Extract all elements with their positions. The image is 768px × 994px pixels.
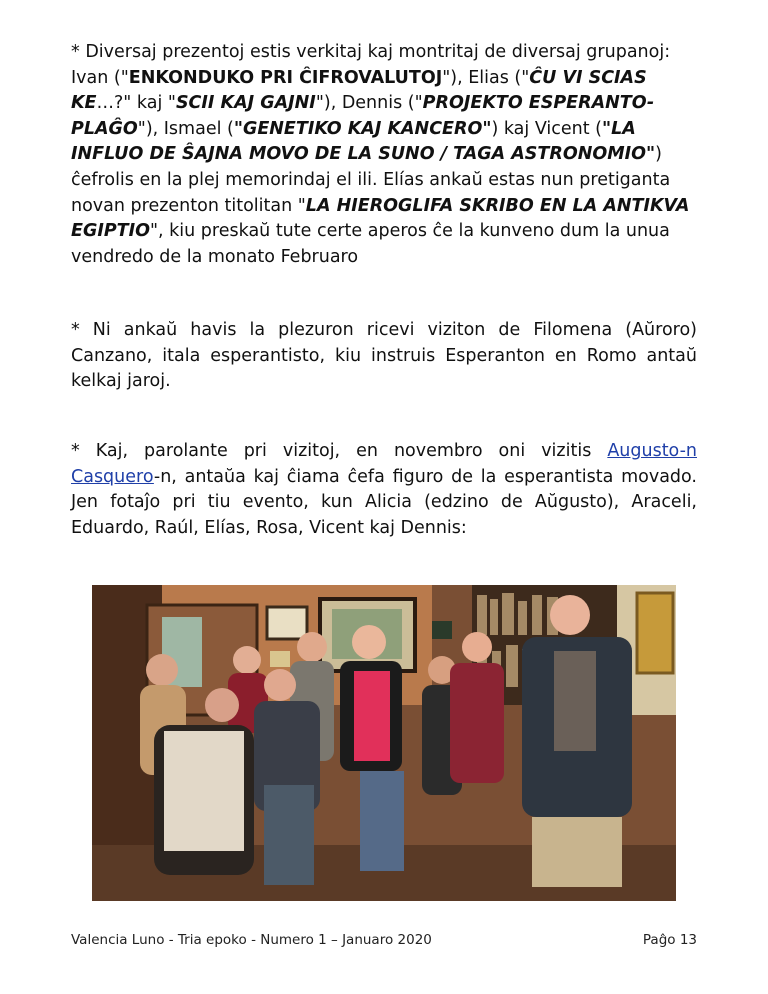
presentation-title: ĈU VI SCIAS KE (71, 67, 647, 114)
footer-publication: Valencia Luno - Tria epoko - Numero 1 – Januaro 2020 (71, 932, 432, 948)
presentations-paragraph (71, 40, 697, 270)
presentation-title: LA HIEROGLIFA SKRIBO EN LA ANTIKVA EGIPTIO (71, 195, 690, 242)
text: ", kiu preskaŭ tute certe aperos ĉe la kunveno dum la unua vendredo de la monato Februaro (71, 221, 670, 267)
text: * Kaj, parolante pri vizitoj, en novembro oni vizitis (71, 441, 608, 461)
text: "), Dennis (" (315, 93, 423, 114)
text: …?" kaj " (96, 93, 176, 114)
text: "), Ismael ( (137, 118, 234, 139)
presentation-title: ENKONDUKO PRI ĈIFROVALUTOJ (128, 67, 443, 88)
presentation-title: PROJEKTO ESPERANTO-PLAĜO (71, 93, 655, 139)
text: "), Elias (" (442, 67, 530, 88)
visit-paragraph: * Ni ankaŭ havis la plezuron ricevi viziton de Filomena (Aŭroro) Canzano, itala esperantisto, kiu instruis Esperanton en Romo antaŭ kelkaj jaroj. (71, 320, 697, 392)
text: ) ĉefrolis en la plej memorindaj el ili. Elías ankaŭ estas nun pretiganta novan prezenton titolitan " (71, 144, 671, 216)
presentation-title: SCII KAJ GAJNI (175, 93, 316, 114)
presentation-title: "LA INFLUO DE ŜAJNA MOVO DE LA SUNO / TAGA ASTRONOMIO" (71, 118, 656, 165)
augusto-visit-paragraph (71, 439, 697, 541)
augusto-link[interactable]: Augusto-n (607, 441, 697, 461)
footer-page-number: Paĝo 13 (642, 932, 697, 948)
group-photo (92, 585, 676, 901)
group-photo-illustration (92, 585, 676, 901)
text: ) kaj Vicent ( (491, 118, 603, 139)
casquero-link[interactable]: Casquero (71, 466, 154, 487)
text: -n, antaŭa kaj ĉiama ĉefa figuro de la esperantista movado. Jen fotaĵo pri tiu evento, kun Alicia (edzino de Aŭgusto), Araceli, Eduardo, Raúl, Elías, Rosa, Vicent kaj Dennis: (71, 466, 697, 538)
text: * Diversaj prezentoj estis verkitaj kaj montritaj de diversaj grupanoj: Ivan (" (71, 42, 671, 88)
presentation-title: "GENETIKO KAJ KANCERO" (233, 118, 492, 139)
